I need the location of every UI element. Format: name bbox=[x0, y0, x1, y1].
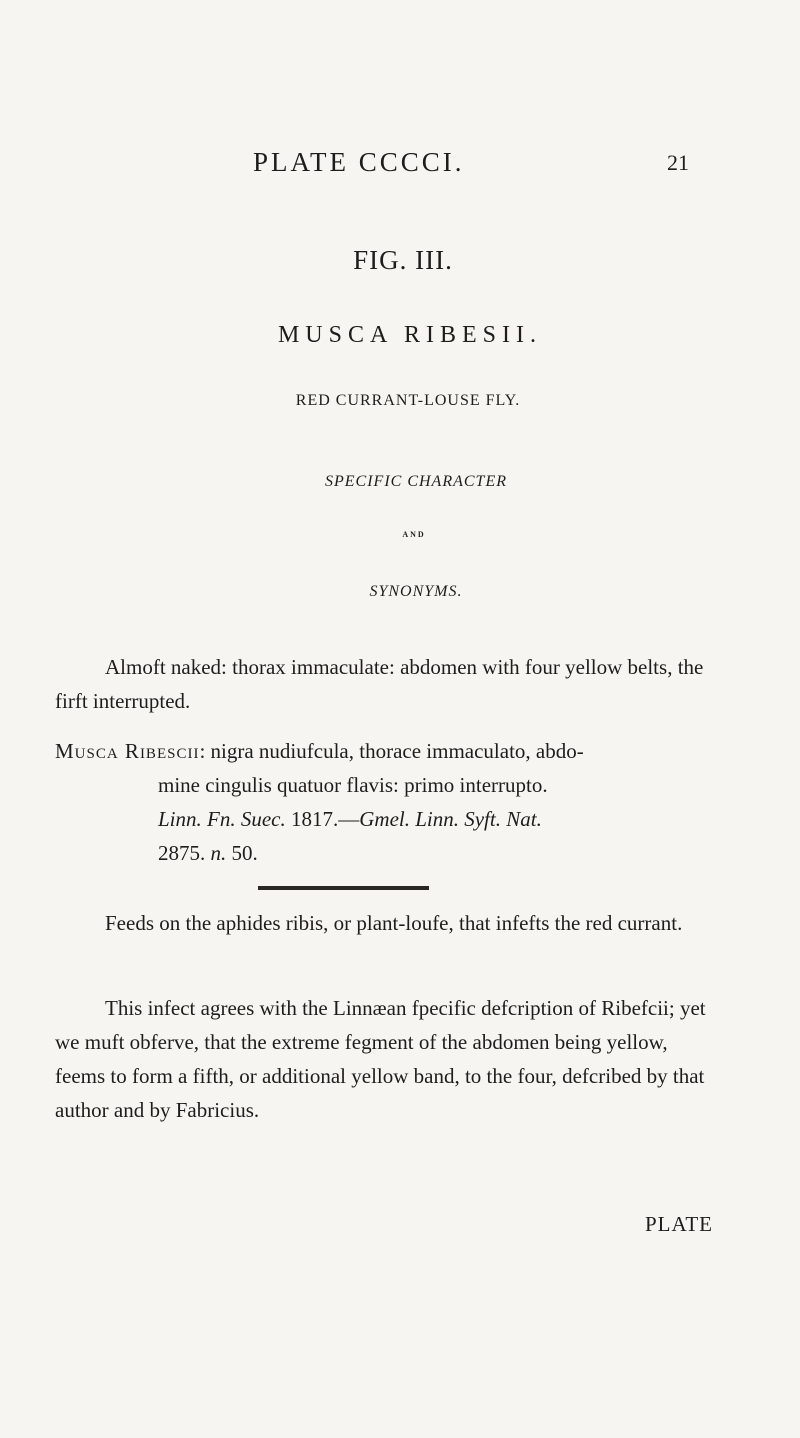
reference-page: 2875. bbox=[158, 841, 206, 865]
reference-dash: — bbox=[338, 807, 360, 831]
specific-character-heading: SPECIFIC CHARACTER bbox=[325, 473, 507, 490]
feeds-paragraph: Feeds on the aphides ribis, or plant-loufe, that infefts the red currant. bbox=[105, 911, 683, 935]
reference-n: n. bbox=[210, 841, 227, 865]
common-name: RED CURRANT-LOUSE FLY. bbox=[295, 392, 521, 409]
synonym-line-4 bbox=[55, 836, 725, 870]
reference-linnaeus: Linn. Fn. Suec. bbox=[158, 807, 286, 831]
synonym-line-1 bbox=[55, 734, 725, 768]
synonym-line-2-text: mine cingulis quatuor flavis: primo interrupto. bbox=[158, 773, 548, 797]
synonym-name: Musca Ribescii bbox=[55, 739, 200, 763]
synonyms-heading: SYNONYMS. bbox=[369, 583, 463, 600]
reference-number-1817: 1817. bbox=[290, 807, 339, 831]
synonym-line-3 bbox=[55, 802, 725, 836]
synonym-entry bbox=[55, 734, 725, 870]
reference-gmelin: Gmel. Linn. Syft. Nat. bbox=[359, 807, 542, 831]
figure-label: FIG. III. bbox=[353, 245, 453, 275]
section-rule bbox=[258, 886, 429, 890]
infect-paragraph: This infect agrees with the Linnæan fpecific defcription of Ribefcii; yet we muft obferve, that the extreme fegment of the abdomen being yellow, feems to form a fifth, or additional yellow band, to the four, defcribed by that author and by Fabricius. bbox=[55, 996, 706, 1122]
and-word: AND bbox=[402, 530, 426, 539]
specific-character-text: Almoft naked: thorax immaculate: abdomen with four yellow belts, the firft interrupted. bbox=[55, 655, 704, 713]
synonym-line-2 bbox=[55, 768, 725, 802]
running-title: PLATE CCCCI. bbox=[253, 147, 465, 177]
synonym-line-1-text: : nigra nudiufcula, thorace immaculato, abdo- bbox=[199, 739, 584, 763]
species-name: MUSCA RIBESII. bbox=[277, 322, 543, 348]
running-head bbox=[0, 142, 800, 182]
page-number: 21 bbox=[667, 150, 689, 175]
catchword: PLATE bbox=[645, 1212, 713, 1236]
reference-number: 50. bbox=[231, 841, 258, 865]
